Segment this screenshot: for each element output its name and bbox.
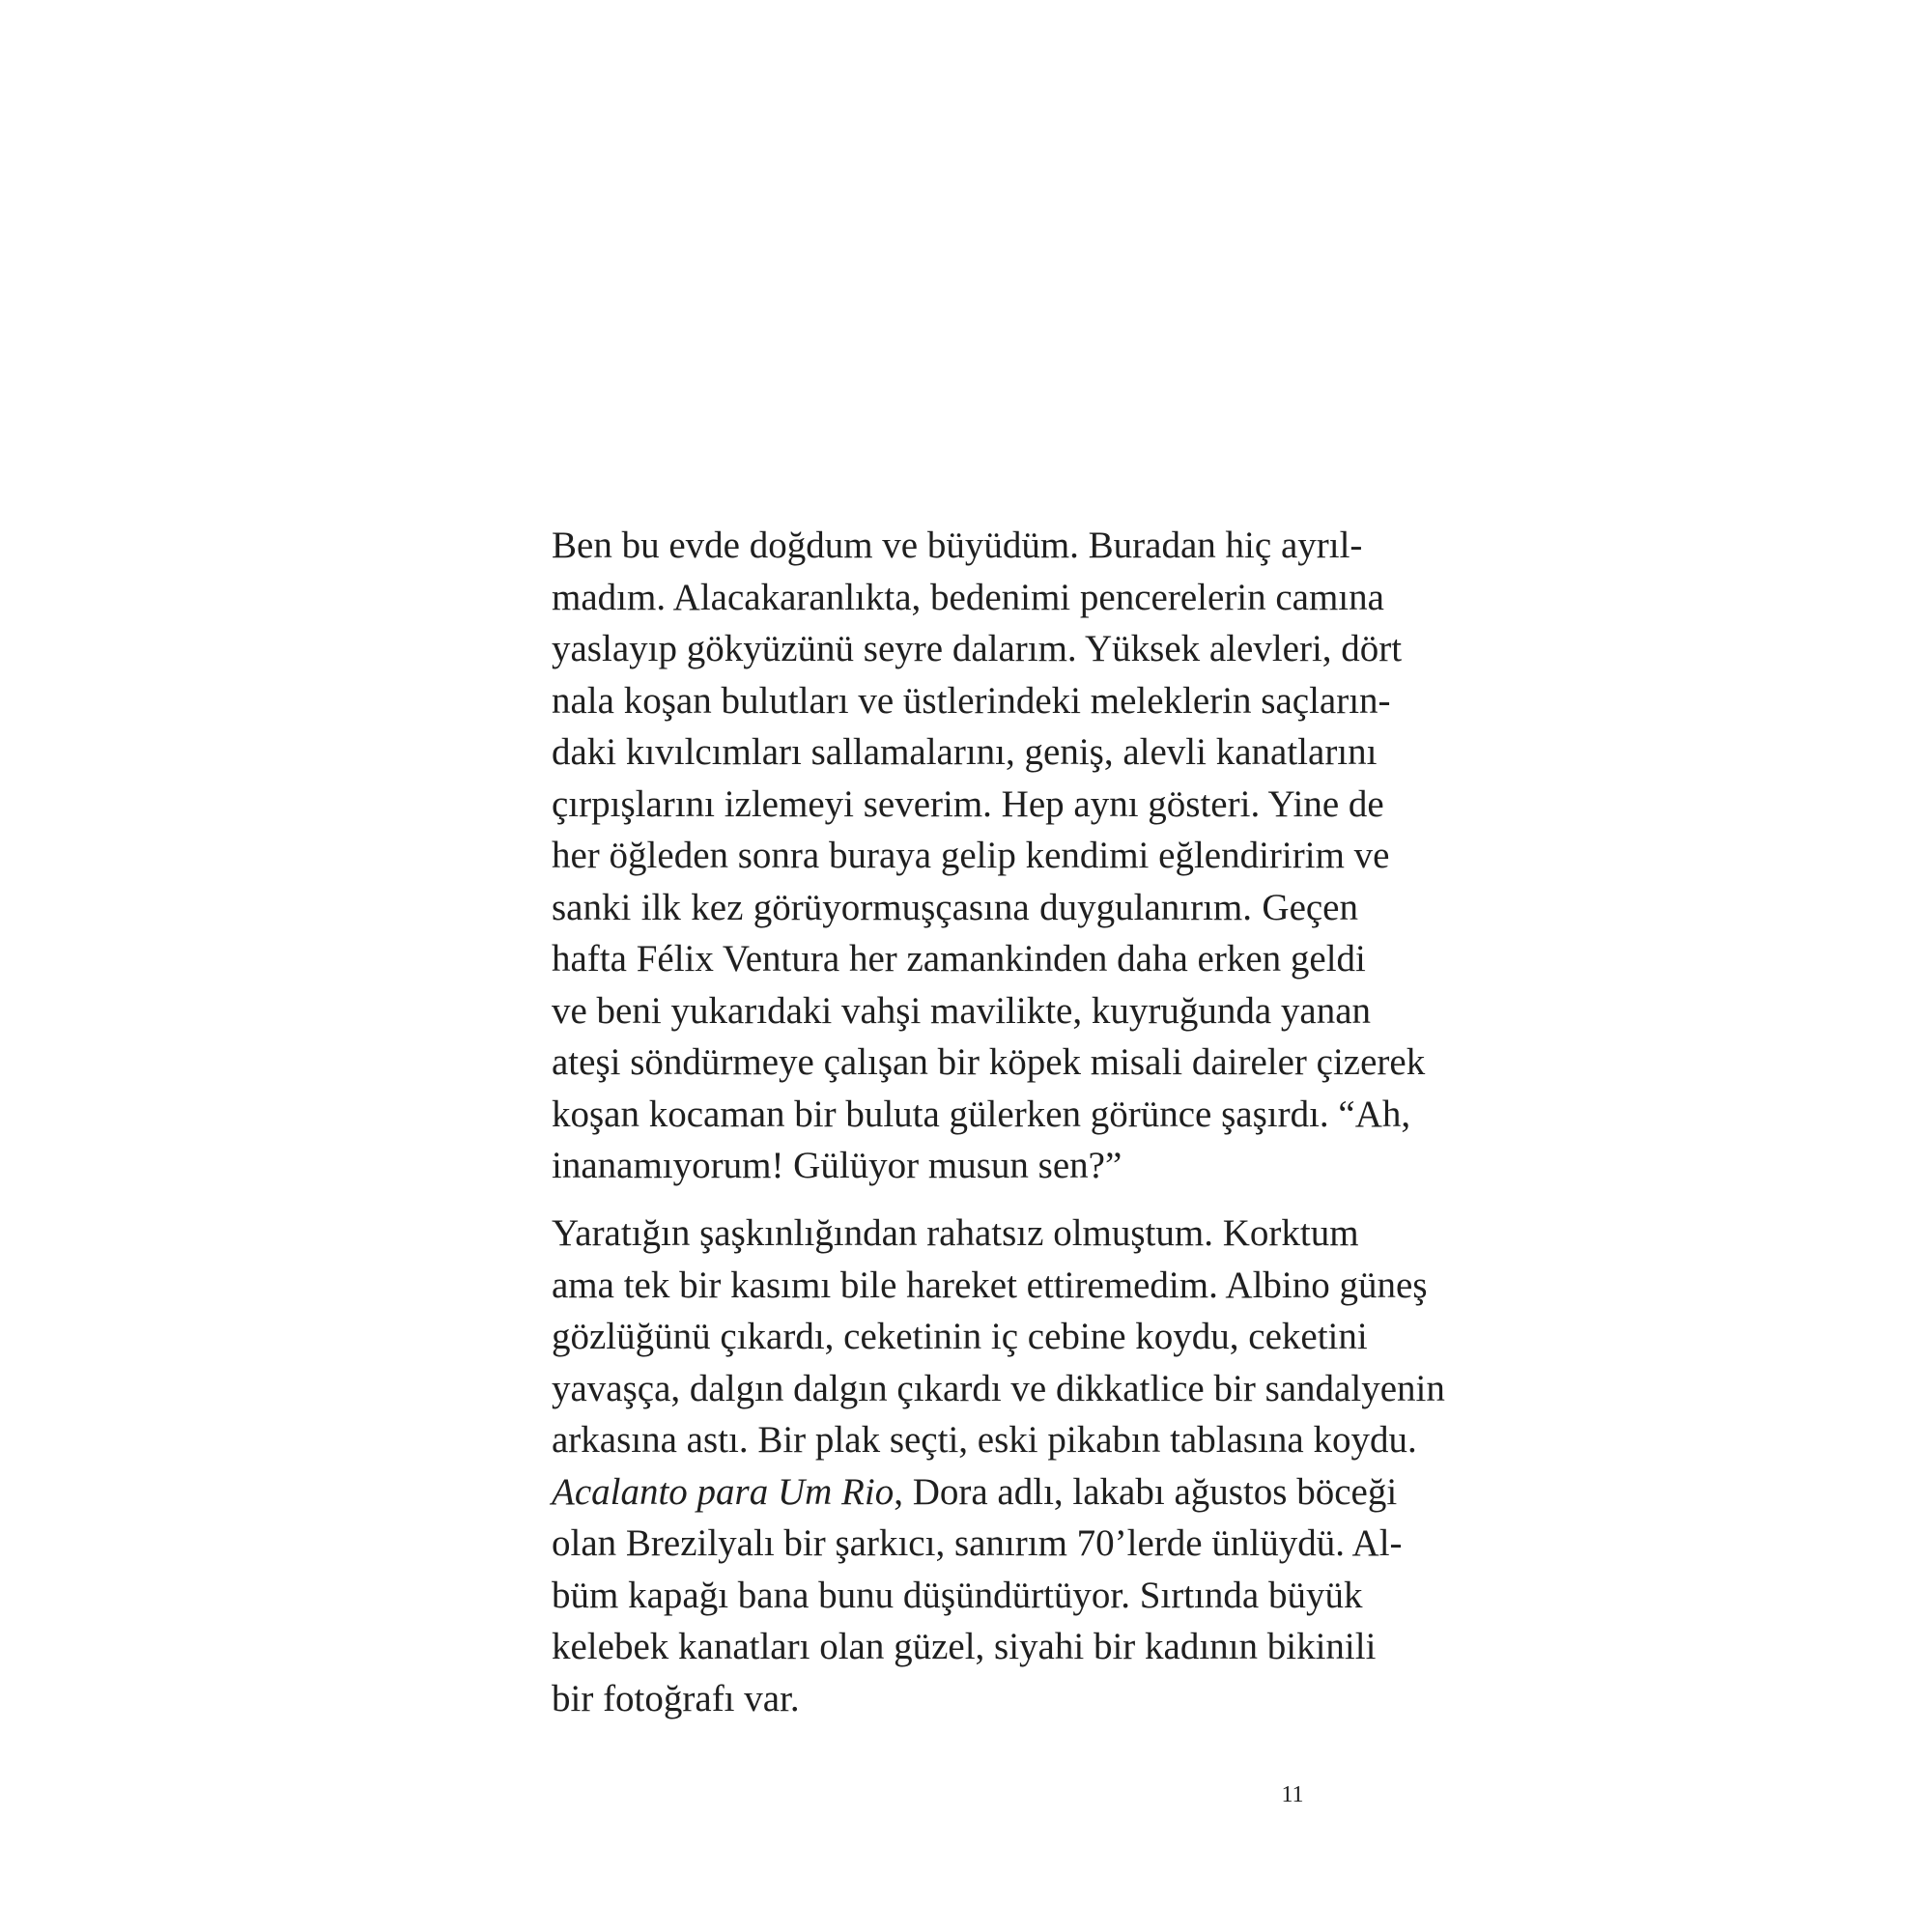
paragraph-1-line-1: Ben bu evde doğdum ve büyüdüm. Buradan hiç ayrıl- xyxy=(552,525,1363,566)
paragraph-2-line-5: arkasına astı. Bir plak seçti, eski pikabın tablasına koydu. xyxy=(552,1419,1417,1461)
paragraph-1-line-3: yaslayıp gökyüzünü seyre dalarım. Yüksek alevleri, dört xyxy=(552,628,1403,669)
page-number: 11 xyxy=(1281,1782,1304,1807)
paragraph-1-line-6: çırpışlarını izlemeyi severim. Hep aynı gösteri. Yine de xyxy=(552,782,1384,825)
album-title: Acalanto para Um Rio xyxy=(552,1470,895,1513)
paragraph-1-line-9: hafta Félix Ventura her zamankinden daha erken geldi xyxy=(552,938,1366,980)
paragraph-1-line-11: ateşi söndürmeye çalışan bir köpek misali daireler çizerek xyxy=(552,1041,1426,1083)
paragraph-1 xyxy=(552,520,1426,1192)
paragraph-2-line-6 xyxy=(552,1466,1398,1519)
paragraph-2-line-8: büm kapağı bana bunu düşündürtüyor. Sırtında büyük xyxy=(552,1574,1363,1616)
paragraph-2-line-7: olan Brezilyalı bir şarkıcı, sanırım 70’lerde ünlüydü. Al- xyxy=(552,1522,1403,1564)
paragraph-2-line-1: Yaratığın şaşkınlığından rahatsız olmuştum. Korktum xyxy=(552,1212,1359,1254)
paragraph-2-line-3: gözlüğünü çıkardı, ceketinin iç cebine koydu, ceketini xyxy=(552,1316,1368,1357)
paragraph-2-line-10: bir fotoğrafı var. xyxy=(552,1677,800,1719)
paragraph-2-line-9: kelebek kanatları olan güzel, siyahi bir kadının bikinili xyxy=(552,1626,1377,1667)
paragraph-2 xyxy=(552,1208,1445,1724)
paragraph-1-line-7: her öğleden sonra buraya gelip kendimi eğlendiririm ve xyxy=(552,835,1390,876)
paragraph-2-line-6-rest: , Dora adlı, lakabı ağustos böceği xyxy=(894,1470,1398,1513)
paragraph-1-line-10: ve beni yukarıdaki vahşi mavilikte, kuyruğunda yanan xyxy=(552,989,1372,1032)
paragraph-1-line-2: madım. Alacakaranlıkta, bedenimi pencerelerin camına xyxy=(552,576,1384,618)
paragraph-2-line-2: ama tek bir kasımı bile hareket ettiremedim. Albino güneş xyxy=(552,1264,1428,1306)
paragraph-1-line-13: inanamıyorum! Gülüyor musun sen?” xyxy=(552,1145,1122,1186)
paragraph-1-line-8: sanki ilk kez görüyormuşçasına duygulanırım. Geçen xyxy=(552,886,1358,928)
paragraph-1-line-5: daki kıvılcımları sallamalarını, geniş, alevli kanatlarını xyxy=(552,731,1378,773)
paragraph-2-line-4: yavaşça, dalgın dalgın çıkardı ve dikkatlice bir sandalyenin xyxy=(552,1367,1445,1409)
paragraph-1-line-4: nala koşan bulutları ve üstlerindeki meleklerin saçların- xyxy=(552,679,1391,722)
paragraph-1-line-12: koşan kocaman bir buluta gülerken görünce şaşırdı. “Ah, xyxy=(552,1093,1411,1135)
